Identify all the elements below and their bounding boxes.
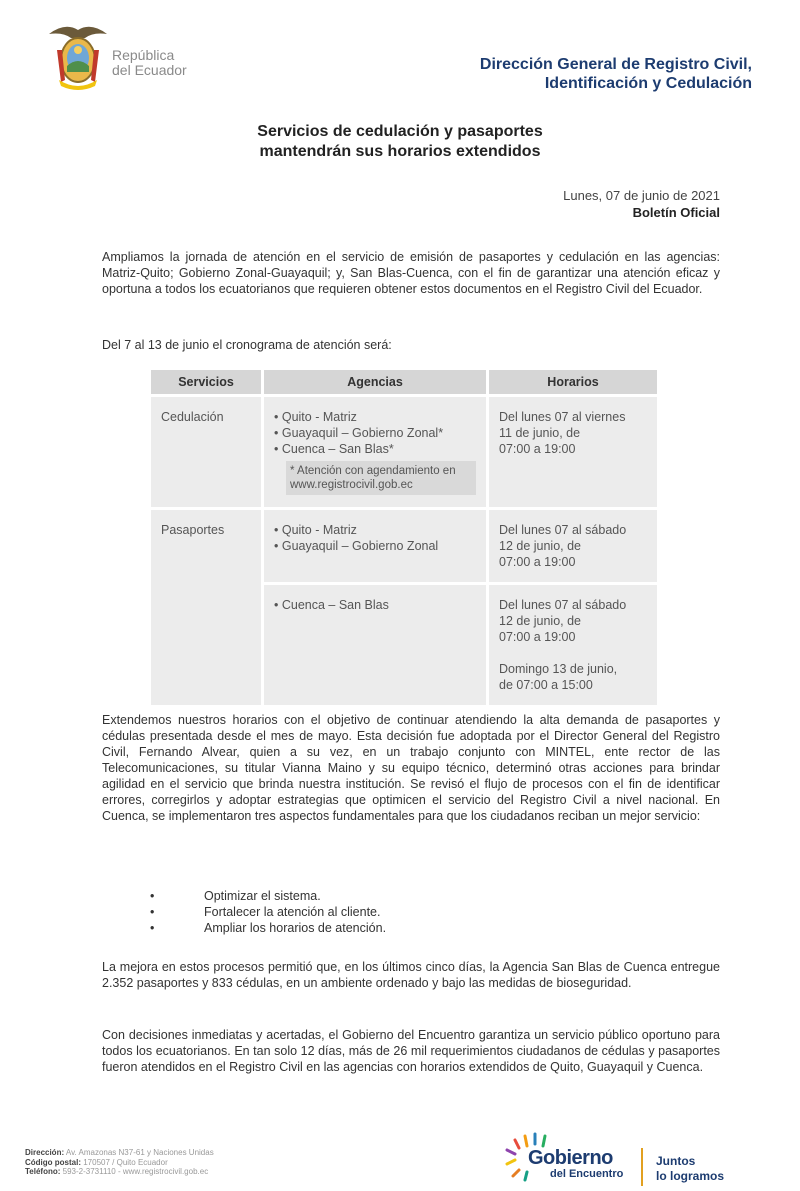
service-name: Cedulación xyxy=(161,410,224,424)
schedule-table xyxy=(148,367,660,708)
postal-value: 170507 / Quito Ecuador xyxy=(83,1157,168,1167)
phone-label: Teléfono: xyxy=(25,1167,61,1176)
service-name: Pasaportes xyxy=(161,523,225,537)
spacer xyxy=(499,645,647,661)
republic-line-1: República xyxy=(112,47,175,63)
government-name: Gobierno xyxy=(528,1147,613,1169)
hours-cell xyxy=(489,510,657,582)
republic-label xyxy=(112,48,187,78)
intro-paragraph: Ampliamos la jornada de atención en el servicio de emisión de pasaportes y cedulación en las agencias: Matriz-Quito; Gobierno Zonal-Guayaquil; y, San Blas-Cuenca, con el fin de garantizar una atención eficaz y oportuna a todos los ecuatorianos que requieren obtener estos documentos en el Registro Civil del Ecuador. xyxy=(102,250,720,296)
phone-value: 593-2-3731110 - www.registrocivil.gob.ec xyxy=(62,1167,209,1176)
agency-item: • Cuenca – San Blas xyxy=(274,598,389,612)
hours-line: 12 de junio, de xyxy=(499,539,582,553)
republic-line-2: del Ecuador xyxy=(112,62,187,78)
table-row xyxy=(151,397,657,507)
results-paragraph: La mejora en estos procesos permitió que, en los últimos cinco días, la Agencia San Blas de Cuenca entregue 2.352 pasaportes y 833 cédulas, en un ambiente ordenado y bajo las medidas de bioseguridad. xyxy=(102,960,720,990)
agencies-cell xyxy=(264,510,486,582)
agencies-cell xyxy=(264,397,486,507)
bulletin-label: Boletín Oficial xyxy=(632,205,720,220)
agency-item: • Cuenca – San Blas* xyxy=(274,442,394,456)
postal-label: Código postal: xyxy=(25,1157,81,1167)
list-item: • Optimizar el sistema. xyxy=(150,888,386,904)
hours-line: de 07:00 a 15:00 xyxy=(499,678,593,692)
government-subtitle: del Encuentro xyxy=(550,1168,624,1180)
organization-line-2: Identificación y Cedulación xyxy=(544,75,752,92)
coat-of-arms-icon xyxy=(45,20,111,90)
publication-date: Lunes, 07 de junio de 2021 xyxy=(563,188,720,203)
title-line-2: mantendrán sus horarios extendidos xyxy=(259,143,541,160)
list-item: • Fortalecer la atención al cliente. xyxy=(150,904,386,920)
hours-line: Del lunes 07 al sábado xyxy=(499,598,627,612)
hours-line: 07:00 a 19:00 xyxy=(499,630,576,644)
agency-item: • Guayaquil – Gobierno Zonal xyxy=(274,539,439,553)
agencies-cell xyxy=(264,585,486,705)
hours-line: 07:00 a 19:00 xyxy=(499,442,576,456)
document-title xyxy=(0,122,800,162)
header-servicios: Servicios xyxy=(151,370,261,394)
slogan-line-1: Juntos xyxy=(656,1154,696,1168)
address-value: Av. Amazonas N37-61 y Naciones Unidas xyxy=(65,1148,214,1157)
hours-line: Del lunes 07 al viernes xyxy=(499,410,626,424)
date-block xyxy=(563,187,720,221)
title-line-1: Servicios de cedulación y pasaportes xyxy=(257,123,543,140)
slogan-line-2: lo logramos xyxy=(656,1169,725,1183)
table-row xyxy=(151,510,657,582)
hours-line: Del lunes 07 al sábado xyxy=(499,523,627,537)
footer-address xyxy=(25,1148,214,1158)
footer-postal xyxy=(25,1158,214,1168)
organization-name xyxy=(480,55,752,93)
agency-item: • Quito - Matriz xyxy=(274,523,357,537)
address-label: Dirección: xyxy=(25,1148,65,1157)
schedule-intro: Del 7 al 13 de junio el cronograma de atención será: xyxy=(102,338,392,352)
hours-cell xyxy=(489,585,657,705)
agency-item: • Quito - Matriz xyxy=(274,410,357,424)
hours-cell xyxy=(489,397,657,507)
agency-item: • Guayaquil – Gobierno Zonal* xyxy=(274,426,444,440)
organization-line-1: Dirección General de Registro Civil, xyxy=(479,56,752,73)
appointment-note: * Atención con agendamiento en www.registrocivil.gob.ec xyxy=(286,461,476,495)
hours-line: 07:00 a 19:00 xyxy=(499,555,576,569)
footer-contact xyxy=(25,1148,214,1177)
header-horarios: Horarios xyxy=(489,370,657,394)
service-cell xyxy=(151,510,261,705)
footer-phone xyxy=(25,1167,214,1177)
header-agencias: Agencias xyxy=(264,370,486,394)
logo-divider xyxy=(641,1148,643,1186)
list-item: • Ampliar los horarios de atención. xyxy=(150,920,386,936)
aspects-list xyxy=(150,888,386,936)
hours-line: 11 de junio, de xyxy=(499,426,581,440)
table-header-row xyxy=(151,370,657,394)
body-paragraph: Extendemos nuestros horarios con el objetivo de continuar atendiendo la alta demanda de pasaportes y cédulas presentada desde el mes de mayo. Esta decisión fue adoptada por el Director General del Registro Civil, Fernando Alvear, quien a su vez, en un trabajo conjunto con MINTEL, ente rector de las Telecomunicaciones, su titular Vianna Maino y su equipo técnico, determinó otras acciones para brindar agilidad en el servicio que brinda nuestra institución. Se revisó el flujo de procesos con el fin de identificar errores, corregirlos y adoptar estrategias que optimicen el servicio del Registro Civil a nivel nacional. En Cuenca, se implementaron tres aspectos fundamentales para que los ciudadanos reciban un mejor servicio: xyxy=(102,713,720,823)
hours-line: 12 de junio, de xyxy=(499,614,582,628)
closing-paragraph: Con decisiones inmediatas y acertadas, el Gobierno del Encuentro garantiza un servicio público oportuno para todos los ecuatorianos. En tan solo 12 días, más de 26 mil requerimientos ciudadanos de cédulas y pasaportes fueron atendidos en el Registro Civil en las agencias con horarios extendidos de Quito, Guayaquil y Cuenca. xyxy=(102,1028,720,1074)
slogan xyxy=(656,1154,724,1184)
service-cell xyxy=(151,397,261,507)
hours-line: Domingo 13 de junio, xyxy=(499,662,618,676)
